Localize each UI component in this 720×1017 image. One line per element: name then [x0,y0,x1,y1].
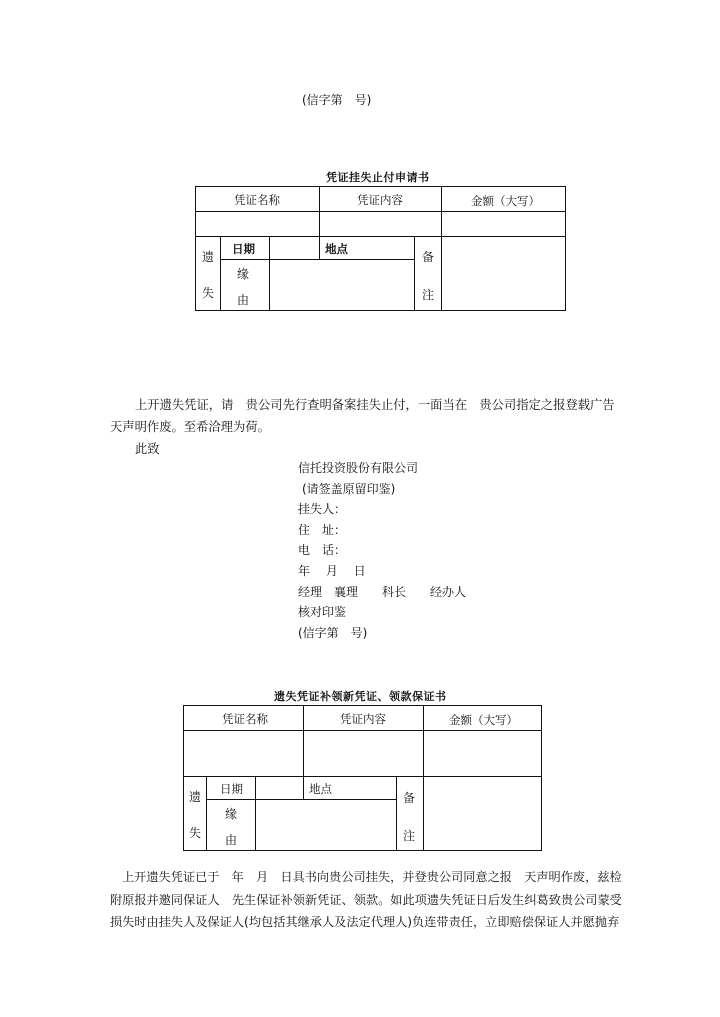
form2-reason-value[interactable] [255,799,397,851]
form1-lost-label-1: 遗 [202,250,215,264]
form1-reason-value[interactable] [269,259,415,311]
form2-header-label-name: 凭证名称 [222,712,268,726]
body2-line3: 损失时由挂失人及保证人(均包括其继承人及法定代理人)负连带责任，立即赔偿保证人并愿抛弃 [110,915,620,929]
form1-remark-label-2: 注 [422,288,435,302]
form1-date-value[interactable] [269,236,320,260]
signature-block [298,458,466,643]
form1-place-label: 地点 [325,242,348,256]
form2-date-label: 日期 [220,782,243,796]
form1-date-label: 日期 [232,242,255,256]
form2-table [183,705,542,851]
company-name: 信托投资股份有限公司 [298,461,419,475]
form2-remark-value[interactable] [423,776,542,851]
form2-lost-label-1: 遗 [189,790,202,804]
form2-header-label-content: 凭证内容 [340,712,386,726]
form1-header-label-name: 凭证名称 [234,193,280,207]
phone-field[interactable]: 电 话： [298,543,347,558]
form2-date-value[interactable] [255,776,304,800]
form1-table [195,186,566,311]
form2-reason-label-2: 由 [225,833,238,847]
address-field[interactable]: 住 址： [298,522,347,537]
reference-number-bottom: (信字第 号) [298,625,368,640]
form1-content-value[interactable] [319,211,442,237]
form2-remark-label-1: 备 [403,791,416,805]
loser-field[interactable]: 挂失人： [298,502,347,517]
form2-content-value[interactable] [303,730,424,777]
form2-amount-value[interactable] [423,730,542,777]
form1-name-value[interactable] [195,211,320,237]
form1-title: 凭证挂失止付申请书 [326,171,430,184]
body1-line2: 天声明作废。至希洽理为荷。 [110,420,270,434]
date-field[interactable]: 年 月 日 [298,563,366,578]
signers-line: 经理 襄理 科长 经办人 [298,584,467,599]
body2-line2: 附原报并邀同保证人 先生保证补领新凭证、领款。如此项遗失凭证日后发生纠葛致贵公司蒙受 [110,892,622,907]
body1-paragraph [110,394,616,460]
form2-title: 遗失凭证补领新凭证、领款保证书 [274,690,447,703]
form2-reason-label-1: 缘 [225,807,238,821]
verify-seal: 核对印鉴 [298,605,347,620]
body1-line1: 上开遗失凭证，请 贵公司先行查明备案挂失止付，一面当在 贵公司指定之报登载广告 [135,398,615,412]
reference-number-top: (信字第 号) [302,93,372,107]
form1-reason-label-2: 由 [237,293,250,307]
form1-remark-label-1: 备 [422,250,435,264]
form1-header-label-amount: 金额（大写） [471,194,540,208]
form2-name-value[interactable] [183,730,304,777]
form2-lost-label-2: 失 [189,826,202,840]
form1-remark-value[interactable] [441,236,566,311]
body1-salute: 此致 [135,442,160,456]
form2-remark-label-2: 注 [403,829,416,843]
seal-note: (请签盖原留印鉴) [302,481,396,496]
form1-reason-label-1: 缘 [237,267,250,281]
form1-header-label-content: 凭证内容 [357,193,403,207]
form1-lost-label-2: 失 [202,286,215,300]
form1-amount-value[interactable] [441,211,566,237]
body2-paragraph [110,866,622,934]
form2-header-label-amount: 金额（大写） [449,713,518,727]
body2-line1: 上开遗失凭证已于 年 月 日具书向贵公司挂失，并登贵公司同意之报 天声明作废，兹检 [122,870,622,884]
form2-place-label: 地点 [309,782,332,796]
